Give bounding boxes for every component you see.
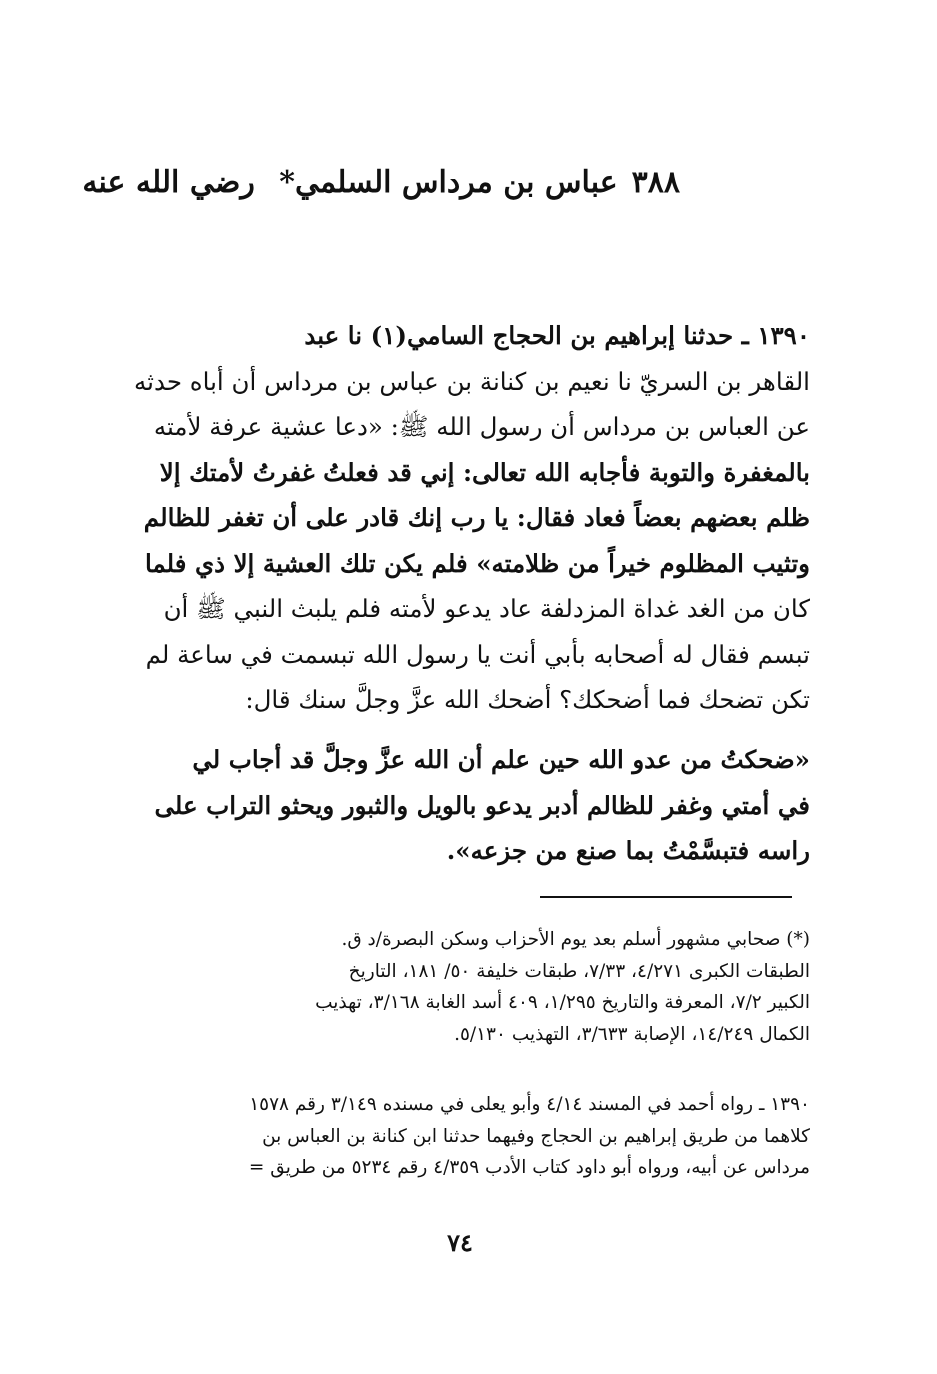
quote-line: راسه فتبسَّمْتُ بما صنع من جزعه». [446,836,810,865]
footnote-line: كلاهما من طريق إبراهيم بن الحجاج وفيهما حدثنا ابن كنانة بن العباس بن [262,1125,810,1147]
chapter-title: عباس بن مرداس السلمي* [279,165,618,200]
hadith-line: عن العباس بن مرداس أن رسول الله ﷺ: «دعا عشية عرفة لأمته [153,412,810,441]
footnote-line: الكبير ٧/٢، المعرفة والتاريخ ١/٢٩٥، ٤٠٩ أسد الغابة ٣/١٦٨، تهذيب [315,992,810,1013]
footnote-line: الطبقات الكبرى ٤/٢٧١، ٧/٣٣، طبقات خليفة ٥٠/ ١٨١، التاريخ [348,960,810,982]
footnote-line: ١٣٩٠ ـ رواه أحمد في المسند ٤/١٤ وأبو يعلى في مسنده ٣/١٤٩ رقم ١٥٧٨ [249,1094,810,1115]
footnote-line: الكمال ١٤/٢٤٩، الإصابة ٣/٦٣٣، التهذيب ٥/١٣٠. [454,1023,810,1045]
footnote-line: (*) صحابي مشهور أسلم بعد يوم الأحزاب وسكن البصرة/د ق. [341,929,810,950]
quote-line: «ضحكتُ من عدو الله حين علم أن الله عزَّ وجلَّ قد أجاب لي [192,745,810,774]
footnote-divider [540,896,792,898]
footnote-takhrij [128,1089,810,1184]
footnote-biography [128,924,810,1050]
hadith-line: وتثيب المظلوم خيراً من ظلامته» فلم يكن تلك العشية إلا ذي فلما [144,548,810,578]
hadith-line: بالمغفرة والتوبة فأجابه الله تعالى: إني قد فعلتُ غفرتُ لأمتك إلا [159,457,810,487]
hadith-line: تكن تضحك فما أضحكك؟ أضحك الله عزَّ وجلَّ سنك قال: [245,685,810,714]
hadith-line: تبسم فقال له أصحابه بأبي أنت يا رسول الله تبسمت في ساعة لم [145,639,810,669]
quote-line: في أمتي وغفر للظالم أدبر يدعو بالويل والثبور ويحثو التراب على [154,790,810,820]
chapter-number: ٣٨٨ [631,165,680,200]
hadith-line: ظلم بعضهم بعضاً فعاد فقال: يا رب إنك قادر على أن تغفر للظالم [143,503,810,532]
hadith-line: القاهر بن السريّ نا نعيم بن كنانة بن عباس بن مرداس أن أباه حدثه [134,366,810,396]
chapter-honorific: رضي الله عنه [82,165,255,200]
hadith-quote [128,737,810,874]
chapter-heading [82,165,680,200]
hadith-line: ١٣٩٠ ـ حدثنا إبراهيم بن الحجاج السامي(١) نا عبد [304,321,810,350]
page-number: ٧٤ [447,1228,473,1257]
hadith-line: كان من الغد غداة المزدلفة عاد يدعو لأمته فلم يلبث النبي ﷺ أن [163,594,810,623]
hadith-text [128,313,810,723]
footnote-line: مرداس عن أبيه، ورواه أبو داود كتاب الأدب ٤/٣٥٩ رقم ٥٢٣٤ من طريق = [248,1157,810,1178]
